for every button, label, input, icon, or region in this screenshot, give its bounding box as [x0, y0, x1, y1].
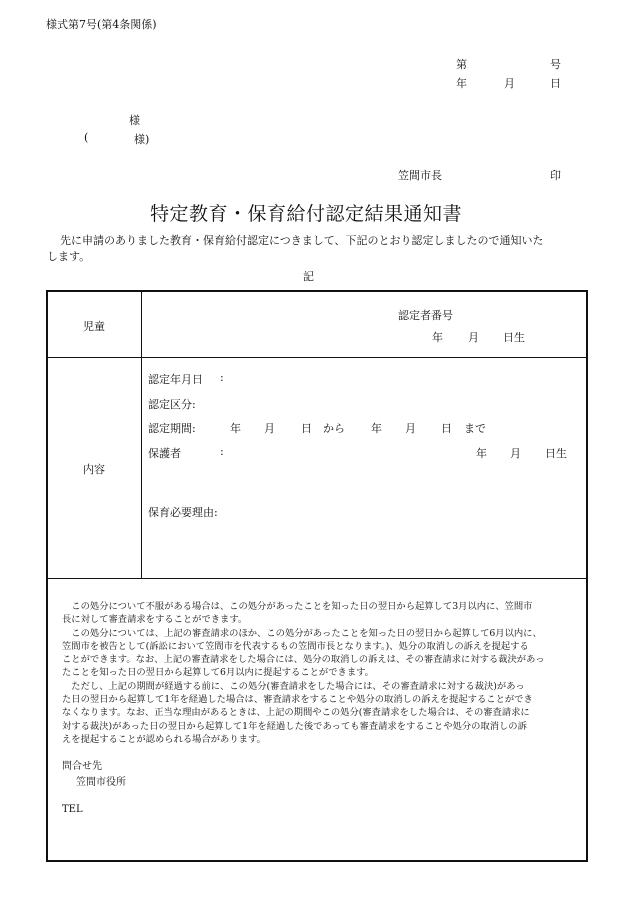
doc-number-dai: 第 — [456, 58, 467, 71]
birth-year: 年 — [432, 331, 443, 344]
guardian-birth-year: 年 — [476, 447, 487, 460]
guardian-birth-month: 月 — [510, 447, 521, 460]
appeal-notice — [62, 600, 574, 746]
cert-number-label: 認定者番号 — [398, 309, 453, 322]
birth-day: 日生 — [503, 331, 525, 344]
intro-line-2: します。 — [47, 250, 91, 263]
notice-p3-line5: えを提起することが認められる場合があります。 — [62, 733, 266, 745]
form-label: 様式第7号(第4条関係) — [46, 18, 157, 31]
period-start-year: 年 — [230, 422, 241, 435]
period-end-day: 日 — [441, 422, 452, 435]
period-to: まで — [464, 422, 486, 435]
child-label: 児童 — [83, 320, 105, 333]
notice-p1-line2: 長に対して審査請求をすることができます。 — [62, 614, 248, 626]
cert-period-label: 認定期間: — [148, 422, 196, 435]
period-start-month: 月 — [264, 422, 275, 435]
doc-number-go: 号 — [550, 58, 561, 71]
cert-class-label: 認定区分: — [148, 398, 196, 411]
guardian-birth-day: 日生 — [545, 447, 567, 460]
care-reason-label: 保育必要理由: — [148, 506, 218, 519]
intro-line-1: 先に申請のありました教育・保育給付認定につきまして、下記のとおり認定しましたので通知いた — [60, 234, 544, 247]
issue-date-day: 日 — [550, 77, 561, 90]
issue-date-month: 月 — [504, 77, 515, 90]
guardian-colon: : — [220, 445, 224, 458]
period-end-year: 年 — [371, 422, 382, 435]
contact-office: 笠間市役所 — [76, 777, 126, 788]
notice-p2-line4: たことを知った日の翌日から起算して6月以内に提起することができます。 — [62, 667, 374, 679]
period-start-day: 日 — [301, 422, 312, 435]
result-table — [46, 290, 588, 862]
notice-p2-line3: ことができます。なお、上記の審査請求をした場合には、処分の取消しの訴えは、その審査請求に対する裁決があっ — [62, 654, 545, 666]
document-title: 特定教育・保育給付認定結果通知書 — [150, 203, 463, 225]
table-row-divider-2 — [48, 578, 586, 579]
ki-heading: 記 — [303, 270, 314, 283]
notice-p3-line4: 対する裁決)があった日の翌日から起算して1年を経過した後であっても審査請求をすることや処分の取消しの訴 — [62, 720, 527, 732]
notice-p2-line1: この処分については、上記の審査請求のほか、この処分があったことを知った日の翌日から起算して6月以内に、 — [71, 627, 542, 639]
period-end-month: 月 — [405, 422, 416, 435]
notice-p2-line2: 笠間市を被告として(訴訟において笠間市を代表するもの笠間市長となります。)、処分の取消しの訴えを提起する — [62, 640, 529, 652]
issuer-seal: 印 — [550, 169, 561, 182]
contact-tel: TEL — [62, 804, 83, 815]
contact-label: 問合せ先 — [62, 761, 102, 772]
recipient-paren-open: ( — [84, 131, 89, 144]
notice-p3-line2: た日の翌日から起算して1年を経過した場合は、審査請求をすることや処分の取消しの訴えを提起することができ — [62, 694, 533, 706]
notice-p3-line3: なくなります。なお、正当な理由があるときは、上記の期間やこの処分(審査請求をした場合は、その審査請求に — [62, 707, 530, 719]
table-col-divider — [141, 292, 142, 578]
cert-date-colon: : — [220, 371, 224, 384]
issuer-name: 笠間市長 — [398, 169, 442, 182]
table-row-divider-1 — [48, 357, 586, 358]
birth-month: 月 — [468, 331, 479, 344]
issue-date-year: 年 — [456, 77, 467, 90]
notice-p1-line1: この処分について不服がある場合は、この処分があったことを知った日の翌日から起算して3月以内に、笠間市 — [71, 601, 533, 612]
guardian-label: 保護者 — [148, 447, 181, 460]
content-label: 内容 — [83, 463, 105, 476]
period-from: から — [323, 422, 345, 435]
cert-date-label: 認定年月日 — [148, 373, 203, 386]
recipient-sama: 様 — [129, 114, 140, 127]
recipient-paren-sama: 様) — [134, 133, 150, 146]
notice-p3-line1: ただし、上記の期間が経過する前に、この処分(審査請求をした場合には、その審査請求に対する裁決)があっ — [71, 680, 525, 692]
